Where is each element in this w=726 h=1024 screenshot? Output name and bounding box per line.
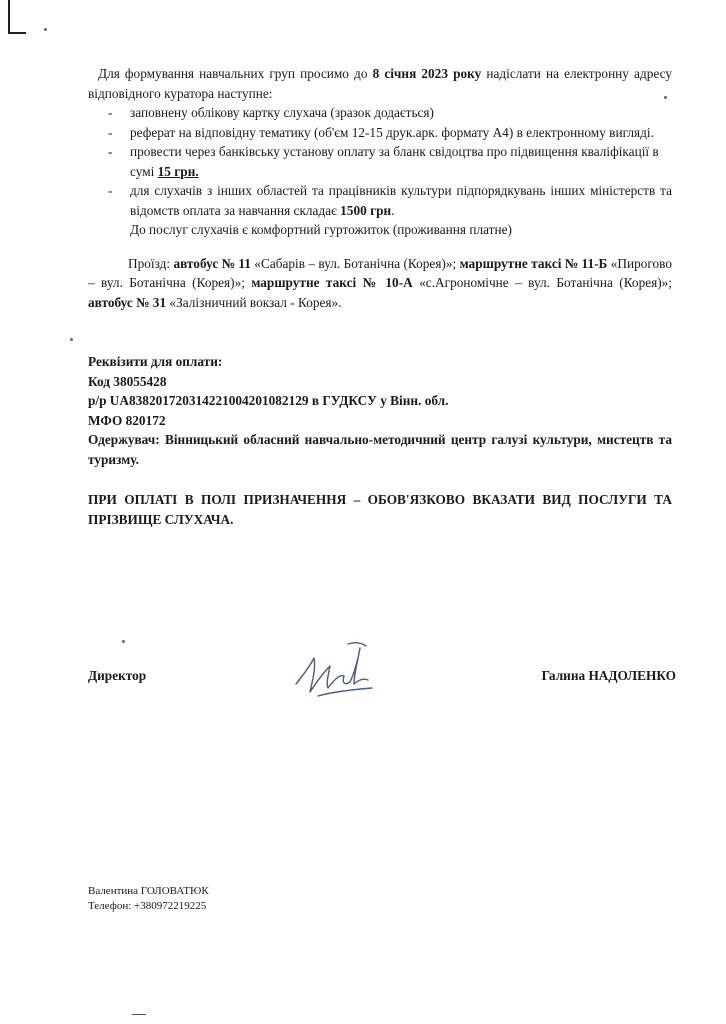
- payment-requisites: [88, 352, 672, 469]
- taxi-route-11b: маршрутне таксі № 11-Б: [459, 255, 608, 271]
- taxi-route-10a: маршрутне таксі № 10-А: [251, 275, 413, 290]
- list-item: [88, 103, 672, 123]
- recipient-name: Вінницький обласний навчально-методичний центр галузі культури, мистецтв та туризму.: [88, 432, 672, 467]
- bus-route-31: автобус № 31: [88, 294, 167, 310]
- travel-text: «с.Агрономічне – вул. Ботанічна (Корея)»;: [412, 275, 673, 290]
- letter-body: [88, 64, 672, 529]
- list-item-text: .: [391, 202, 395, 218]
- scan-speck: [132, 1014, 146, 1015]
- signatory-name: Галина НАДОЛЕНКО: [541, 668, 676, 683]
- travel-text: «Залізничний вокзал - Корея».: [166, 294, 342, 310]
- list-item-text: для слухачів з інших областей та працівників культури підпорядкувань інших міністерств та відомств оплата за навчання складає: [130, 183, 672, 218]
- list-item-text: заповнену облікову картку слухача (зразок додається): [130, 105, 434, 120]
- handwritten-signature: [288, 640, 380, 706]
- requisites-title: Реквізити для оплати:: [88, 354, 223, 369]
- requisites-account: р/р UA838201720314221004201082129 в ГУДКСУ у Вінн. обл.: [88, 393, 449, 408]
- requirements-list: [88, 103, 672, 220]
- list-item-text: провести через банківську установу оплату за бланк свідоцтва про підвищення кваліфікації в сумі: [130, 144, 659, 179]
- deadline-date: 8 січня 2023 року: [372, 66, 482, 81]
- intro-paragraph: [88, 64, 672, 103]
- recipient-label: Одержувач:: [88, 432, 160, 447]
- requisites-recipient: [88, 430, 672, 469]
- travel-paragraph: [88, 254, 672, 313]
- bus-route-11: автобус № 11: [173, 255, 251, 271]
- list-item: [88, 142, 672, 181]
- contact-person: Валентина ГОЛОВАТЮК: [88, 885, 209, 897]
- signature-block: [88, 666, 676, 706]
- list-item: [88, 181, 672, 220]
- list-item-text: реферат на відповідну тематику (об'єм 12-15 друк.арк. формату А4) в електронному вигляді.: [130, 124, 654, 140]
- payment-purpose-note: ПРИ ОПЛАТІ В ПОЛІ ПРИЗНАЧЕННЯ – ОБОВ'ЯЗКОВО ВКАЗАТИ ВИД ПОСЛУГИ ТА ПРІЗВИЩЕ СЛУХАЧА.: [88, 492, 672, 527]
- scan-edge-mark: [8, 32, 26, 34]
- signatory-title: Директор: [88, 668, 147, 683]
- scan-speck: [122, 640, 125, 643]
- requisites-code: Код 38055428: [88, 373, 167, 389]
- contact-block: [88, 884, 209, 914]
- scan-edge-mark: [8, 0, 10, 34]
- tuition-fee: 1500 грн: [340, 202, 392, 218]
- intro-text: Для формування навчальних груп просимо до: [98, 66, 373, 81]
- intro-text-end: надіслати на електронну адресу відповідного куратора наступне:: [88, 66, 672, 101]
- contact-phone: Телефон: +380972219225: [88, 900, 207, 912]
- list-item: [88, 123, 672, 143]
- travel-text: «Сабарів – вул. Ботанічна (Корея)»;: [250, 255, 460, 271]
- scan-speck: [44, 28, 47, 31]
- scan-speck: [70, 338, 73, 341]
- requisites-mfo: МФО 820172: [88, 412, 166, 428]
- dormitory-note: До послуг слухачів є комфортний гуртожиток (проживання платне): [130, 222, 512, 237]
- certificate-fee: 15 грн.: [157, 163, 199, 179]
- travel-text: Проїзд:: [128, 255, 174, 271]
- travel-text: «Пирогово – вул. Ботанічна (Корея)»;: [88, 255, 672, 290]
